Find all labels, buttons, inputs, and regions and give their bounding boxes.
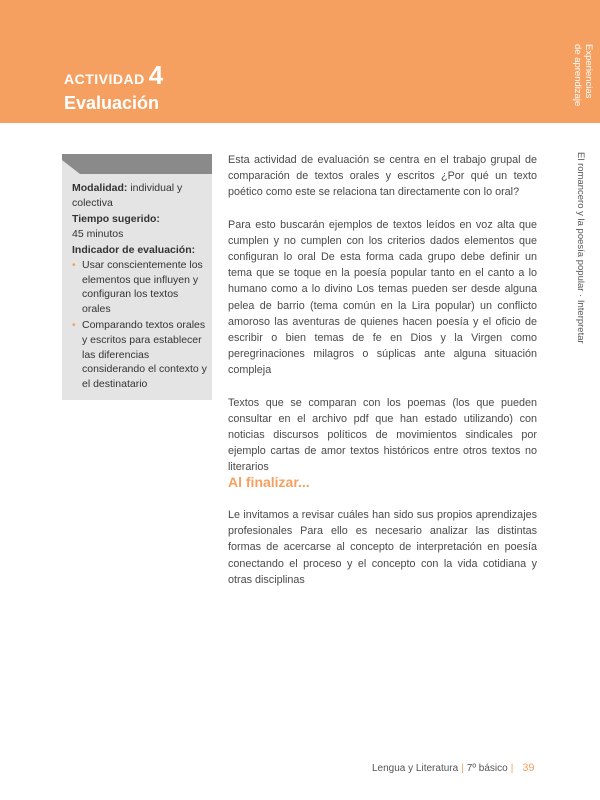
body-paragraph: Esta actividad de evaluación se centra en el trabajo grupal de comparación de textos orales y escritos ¿Por qué un texto poético como este se relaciona tan directamente con lo oral? bbox=[228, 154, 537, 199]
activity-number: 4 bbox=[148, 60, 164, 90]
closing-paragraph: Le invitamos a revisar cuáles han sido sus propios aprendizajes profesionales Para ello es necesario analizar las distintas formas de acercarse al concepto de interpretación en poesía conectando el proceso y el concepto con la vida cotidiana y otras disciplinas bbox=[228, 509, 537, 586]
footer-grade: 7º básico bbox=[466, 763, 508, 774]
section-heading: Al finalizar... bbox=[228, 474, 310, 490]
indicator-item: • Usar conscientemente los elementos que influyen y configuran los textos orales bbox=[72, 258, 207, 316]
indicador-row bbox=[72, 243, 207, 391]
body-paragraph: Para esto buscarán ejemplos de textos leídos en voz alta que cumplen y no cumplen con los criterios dados elementos que configuran lo oral De esta forma cada grupo debe definir un tema que se toque en la poesía popular tanto en el canto a lo humano como a lo divino Los temas pueden ser desde alguna pelea de barrio (tema común en la Lira popular) un conflicto amoroso las aventuras de quienes hacen poesía y el oficio de escribir o bien temas de fe en Dios y la Virgen como peregrinaciones milagros o súplicas ante alguna situación compleja bbox=[228, 218, 537, 377]
activity-title bbox=[64, 62, 163, 89]
indicador-label: Indicador de evaluación: bbox=[72, 244, 196, 257]
box-corner-decoration bbox=[62, 154, 212, 174]
section-tab bbox=[572, 44, 594, 106]
footer-subject: Lengua y Literatura bbox=[372, 763, 459, 774]
footer-separator: | bbox=[461, 763, 464, 774]
modalidad-value: individual y colectiva bbox=[72, 182, 183, 209]
section-tab-line1: Experiencias bbox=[583, 44, 594, 99]
page-footer bbox=[372, 762, 535, 774]
tiempo-value: 45 minutos bbox=[72, 227, 124, 240]
tiempo-label: Tiempo sugerido: bbox=[72, 213, 160, 226]
activity-label: ACTIVIDAD bbox=[64, 71, 145, 87]
body-paragraph: Textos que se comparan con los poemas (los que pueden consultar en el archivo pdf que han estado utilizando) con noticias discursos políticos de movimientos sindicales por ejemplo cartas de amor textos históricos entre otros textos no literarios bbox=[228, 396, 537, 474]
indicator-list bbox=[72, 258, 207, 391]
section-tab-line2: de aprendizaje bbox=[572, 44, 583, 107]
activity-info-content bbox=[72, 181, 207, 393]
footer-separator: | bbox=[510, 763, 514, 774]
activity-name: Evaluación bbox=[64, 93, 160, 113]
activity-info-box bbox=[62, 154, 212, 400]
page-number: 39 bbox=[522, 762, 535, 774]
unit-side-label: El romancero y la poesía popular · Interpretar bbox=[575, 152, 586, 344]
modalidad-label: Modalidad: bbox=[72, 182, 128, 194]
tiempo-row bbox=[72, 212, 207, 241]
main-body bbox=[228, 152, 537, 492]
header-band bbox=[0, 0, 600, 123]
modalidad-row bbox=[72, 181, 207, 210]
indicator-item: • Comparando textos orales y escritos para establecer las diferencias considerando el contexto y el destinatario bbox=[72, 318, 207, 391]
